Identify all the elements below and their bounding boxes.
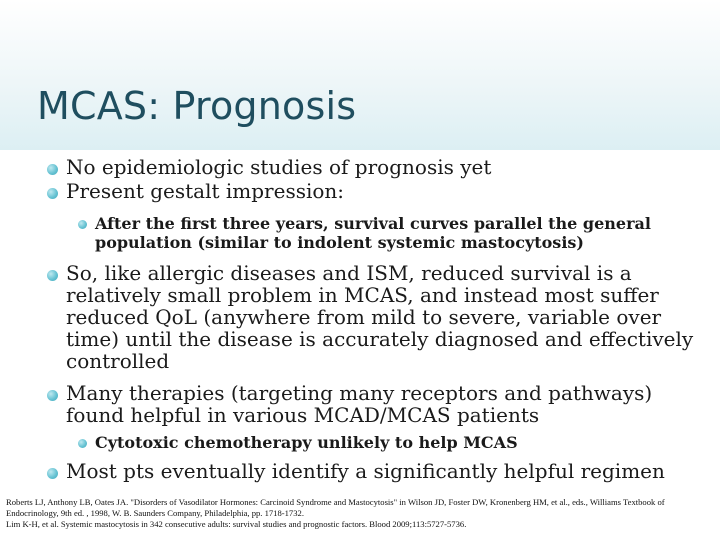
bullet-text: Present gestalt impression: bbox=[66, 179, 345, 203]
bullet-text: After the first three years, survival curves parallel the general population (similar to indolent systemic mastocytosis) bbox=[95, 214, 651, 252]
reference-item: Roberts LJ, Anthony LB, Oates JA. "Disorders of Vasodilator Hormones: Carcinoid Syndrome and Mastocytosis" in Wilson JD, Foster DW, Kronenberg HM, et al., eds., Williams Textbook of Endocrinology, 9th ed. , 1998, W. B. Saunders Company, Philadelphia, pp. 1718-1732. bbox=[6, 497, 665, 518]
bullet-text: Most pts eventually identify a significantly helpful regimen bbox=[66, 459, 665, 483]
bullet-text: No epidemiologic studies of prognosis yet bbox=[66, 155, 492, 179]
bullet-text: Cytotoxic chemotherapy unlikely to help MCAS bbox=[95, 433, 518, 452]
bullet-item bbox=[47, 156, 706, 178]
reference-item: Lim K-H, et al. Systemic mastocytosis in 342 consecutive adults: survival studies and prognostic factors. Blood 2009;113:5727-5736. bbox=[6, 519, 467, 529]
bullet-item bbox=[47, 262, 706, 372]
bullet-icon bbox=[47, 188, 58, 199]
bullet-item bbox=[47, 382, 706, 426]
bullet-icon bbox=[47, 270, 58, 281]
bullet-icon bbox=[78, 220, 87, 229]
sub-bullet-item bbox=[78, 214, 695, 252]
slide-title: MCAS: Prognosis bbox=[37, 84, 357, 128]
bullet-text: So, like allergic diseases and ISM, reduced survival is a relatively small problem in MCAS, and instead most suffer reduced QoL (anywhere from mild to severe, variable over time) until the disease is accurately diagnosed and effectively controlled bbox=[66, 261, 694, 373]
bullet-item bbox=[47, 460, 706, 482]
references bbox=[6, 497, 718, 530]
bullet-icon bbox=[47, 164, 58, 175]
bullet-icon bbox=[78, 439, 87, 448]
bullet-text: Many therapies (targeting many receptors and pathways) found helpful in various MCAD/MCAS patients bbox=[66, 381, 653, 427]
bullet-item bbox=[47, 180, 706, 202]
bullet-icon bbox=[47, 468, 58, 479]
sub-bullet-item bbox=[78, 433, 695, 452]
bullet-icon bbox=[47, 390, 58, 401]
